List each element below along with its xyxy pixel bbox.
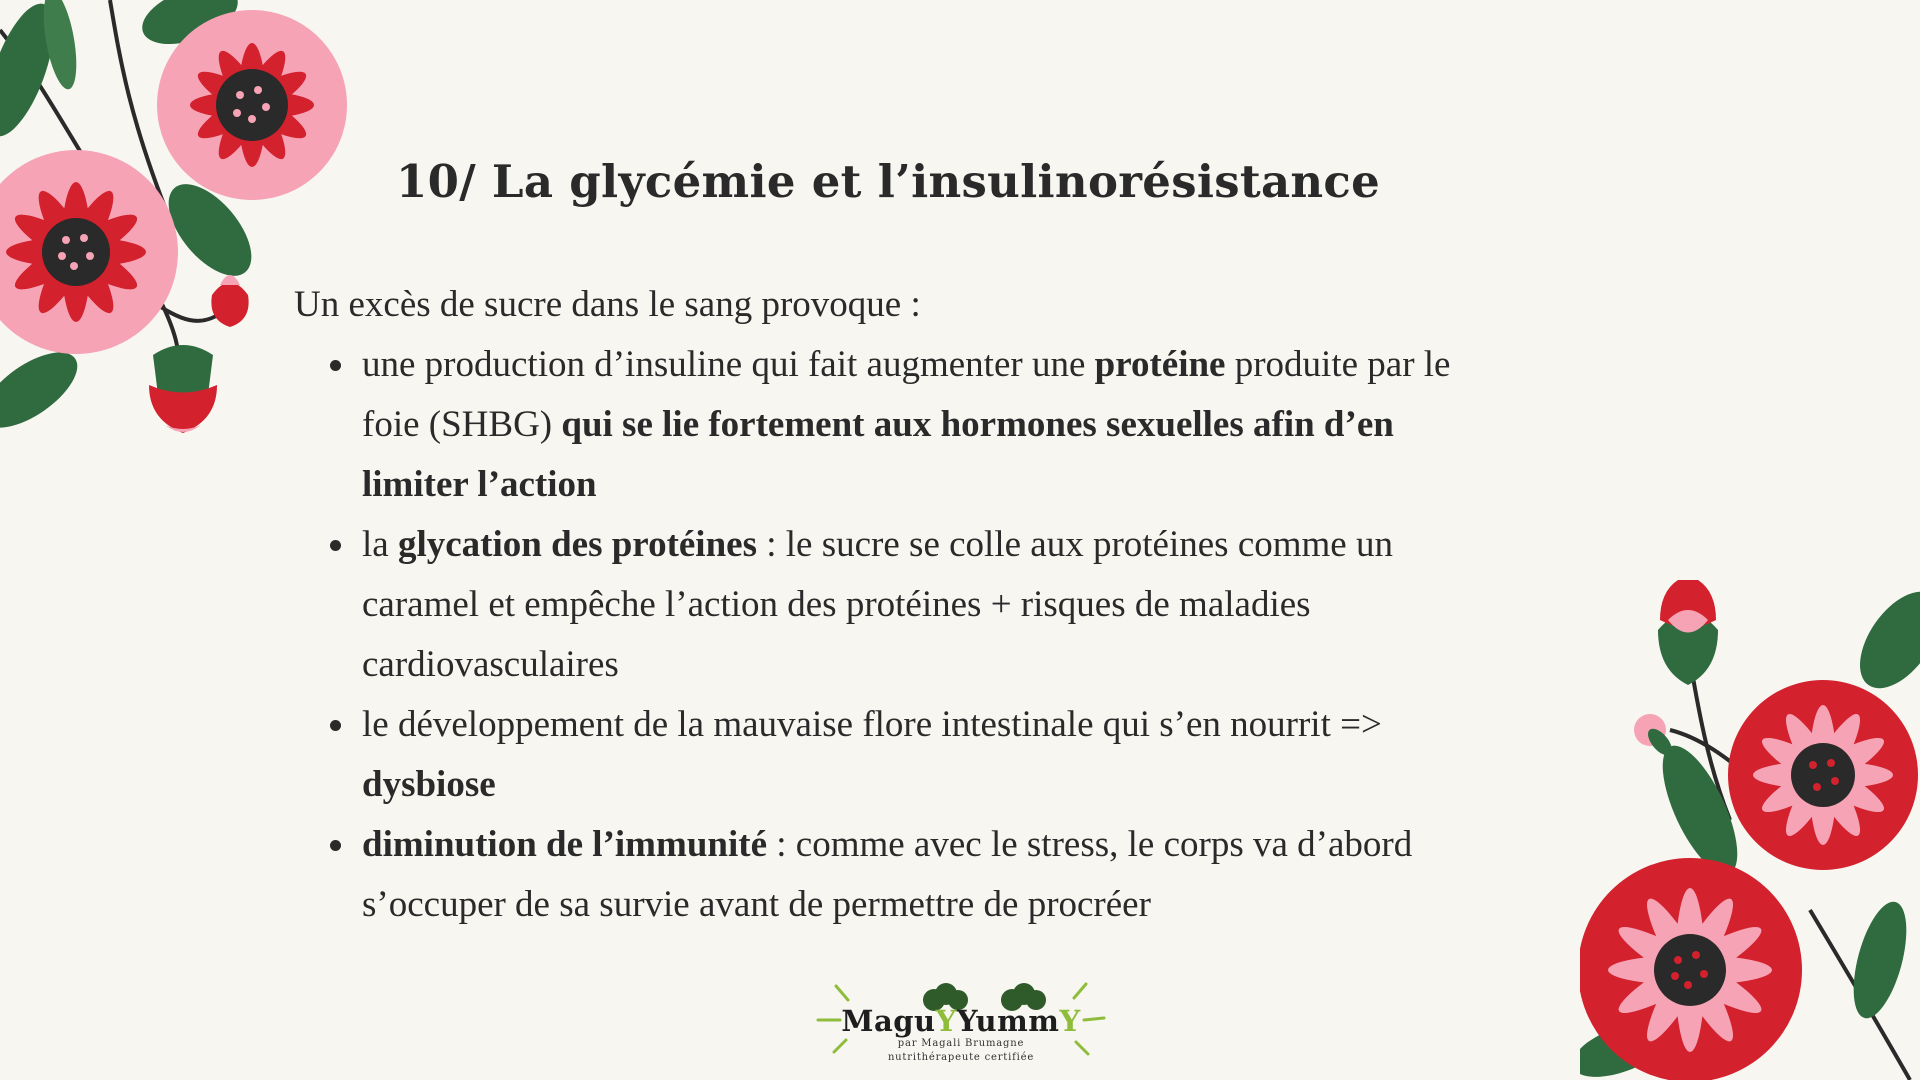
bullet-text: la	[362, 524, 398, 565]
bullet-item-glycation	[294, 515, 1454, 695]
intro-text: Un excès de sucre dans le sang provoque :	[294, 284, 921, 325]
bullet-item-immunite	[294, 815, 1454, 935]
logo-name	[816, 1004, 1106, 1038]
bullet-bold-text: glycation des protéines	[397, 524, 757, 565]
slide-content	[294, 275, 1454, 935]
bullet-dot-icon	[330, 840, 341, 851]
logo-role: nutrithérapeute certifiée	[887, 1052, 1035, 1063]
bullet-text: une production d’insuline qui fait augmenter une	[362, 344, 1095, 385]
bullet-dot-icon	[330, 360, 341, 371]
bullet-bold-text: qui se lie fortement aux hormones sexuelles afin d’en limiter l’action	[362, 404, 1394, 505]
logo-name-letter: Y	[1059, 1004, 1081, 1038]
bullet-list	[294, 335, 1454, 935]
bullet-item-shbg	[294, 335, 1454, 515]
logo-name-letter: Y	[935, 1004, 957, 1038]
bullet-dot-icon	[330, 540, 341, 551]
logo-name-part: Magu	[841, 1004, 936, 1038]
bullet-text: : comme avec le stress, le corps va d’abord s’occuper de sa survie avant de permettre de procréer	[362, 824, 1413, 925]
bullet-text: le développement de la mauvaise flore intestinale qui s’en nourrit =>	[362, 704, 1382, 745]
bullet-text: produite par le foie (SHBG)	[362, 344, 1451, 445]
logo-name-part: Yumm	[956, 1004, 1060, 1038]
flowers-decoration-bottom-right	[1580, 580, 1920, 1080]
logo-byline: par Magali Brumagne	[897, 1038, 1025, 1049]
bullet-dot-icon	[330, 720, 341, 731]
bullet-item-dysbiose	[294, 695, 1454, 815]
bullet-bold-text: protéine	[1094, 344, 1226, 385]
bullet-text: : le sucre se colle aux protéines comme un caramel et empêche l’action des protéines + risques de maladies cardiovasculaires	[362, 524, 1393, 685]
bullet-bold-text: dysbiose	[362, 764, 496, 805]
brand-logo	[816, 980, 1106, 1070]
bullet-bold-text: diminution de l’immunité	[362, 824, 767, 865]
slide-title: 10/ La glycémie et l’insulinorésistance	[396, 155, 1381, 208]
